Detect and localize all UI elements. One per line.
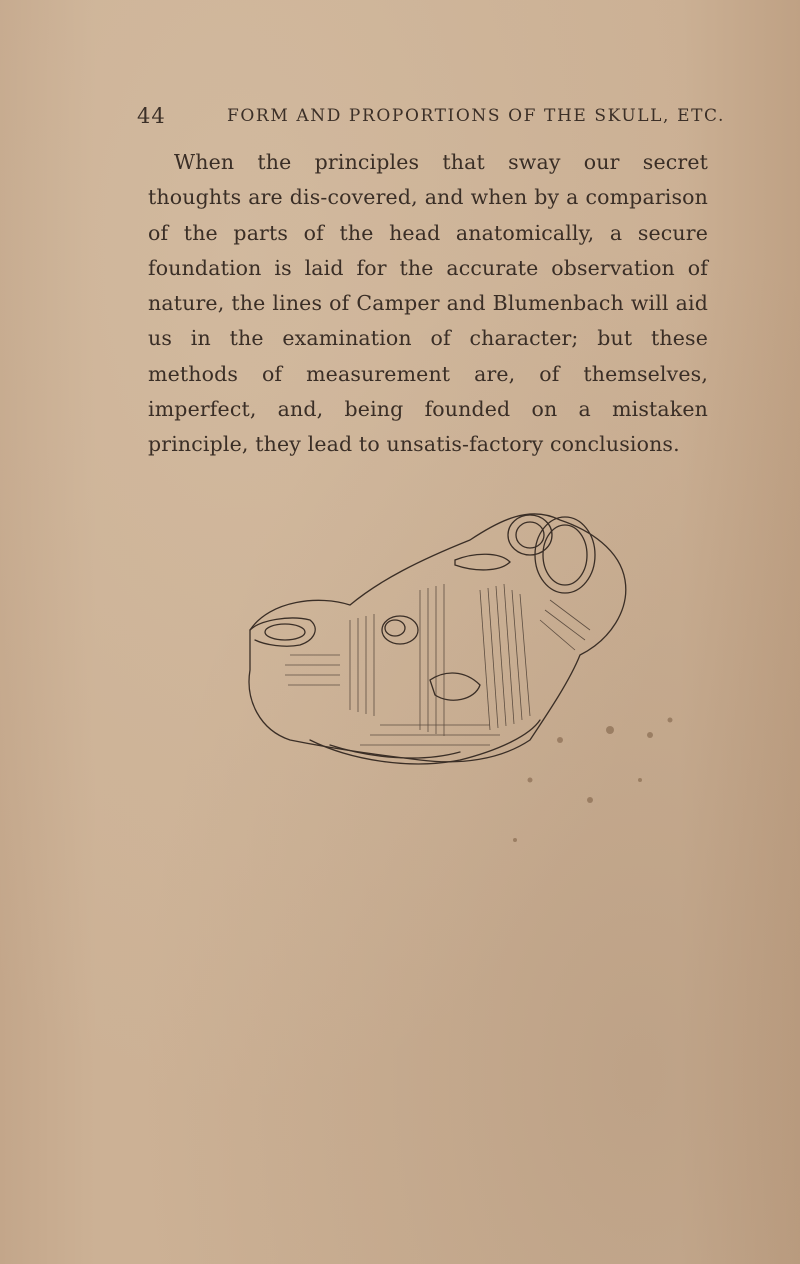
page-number: 44 bbox=[137, 104, 166, 128]
body-paragraph: When the principles that sway our secret thoughts are dis-covered, and when by a comparison of the parts of the head anatomically, a secure foundation is laid for the accurate observation of nature, the lines of Camper and Blumenbach will aid us in the examination of character; but these methods of measurement are, of themselves, imperfect, and, being founded on a mistaken principle, they lead to unsatis-factory conclusions. bbox=[148, 150, 708, 457]
skull-engraving bbox=[230, 480, 730, 900]
page-header bbox=[137, 104, 726, 130]
running-title: FORM AND PROPORTIONS OF THE SKULL, ETC. bbox=[227, 106, 726, 126]
skull-illustration bbox=[230, 480, 730, 900]
